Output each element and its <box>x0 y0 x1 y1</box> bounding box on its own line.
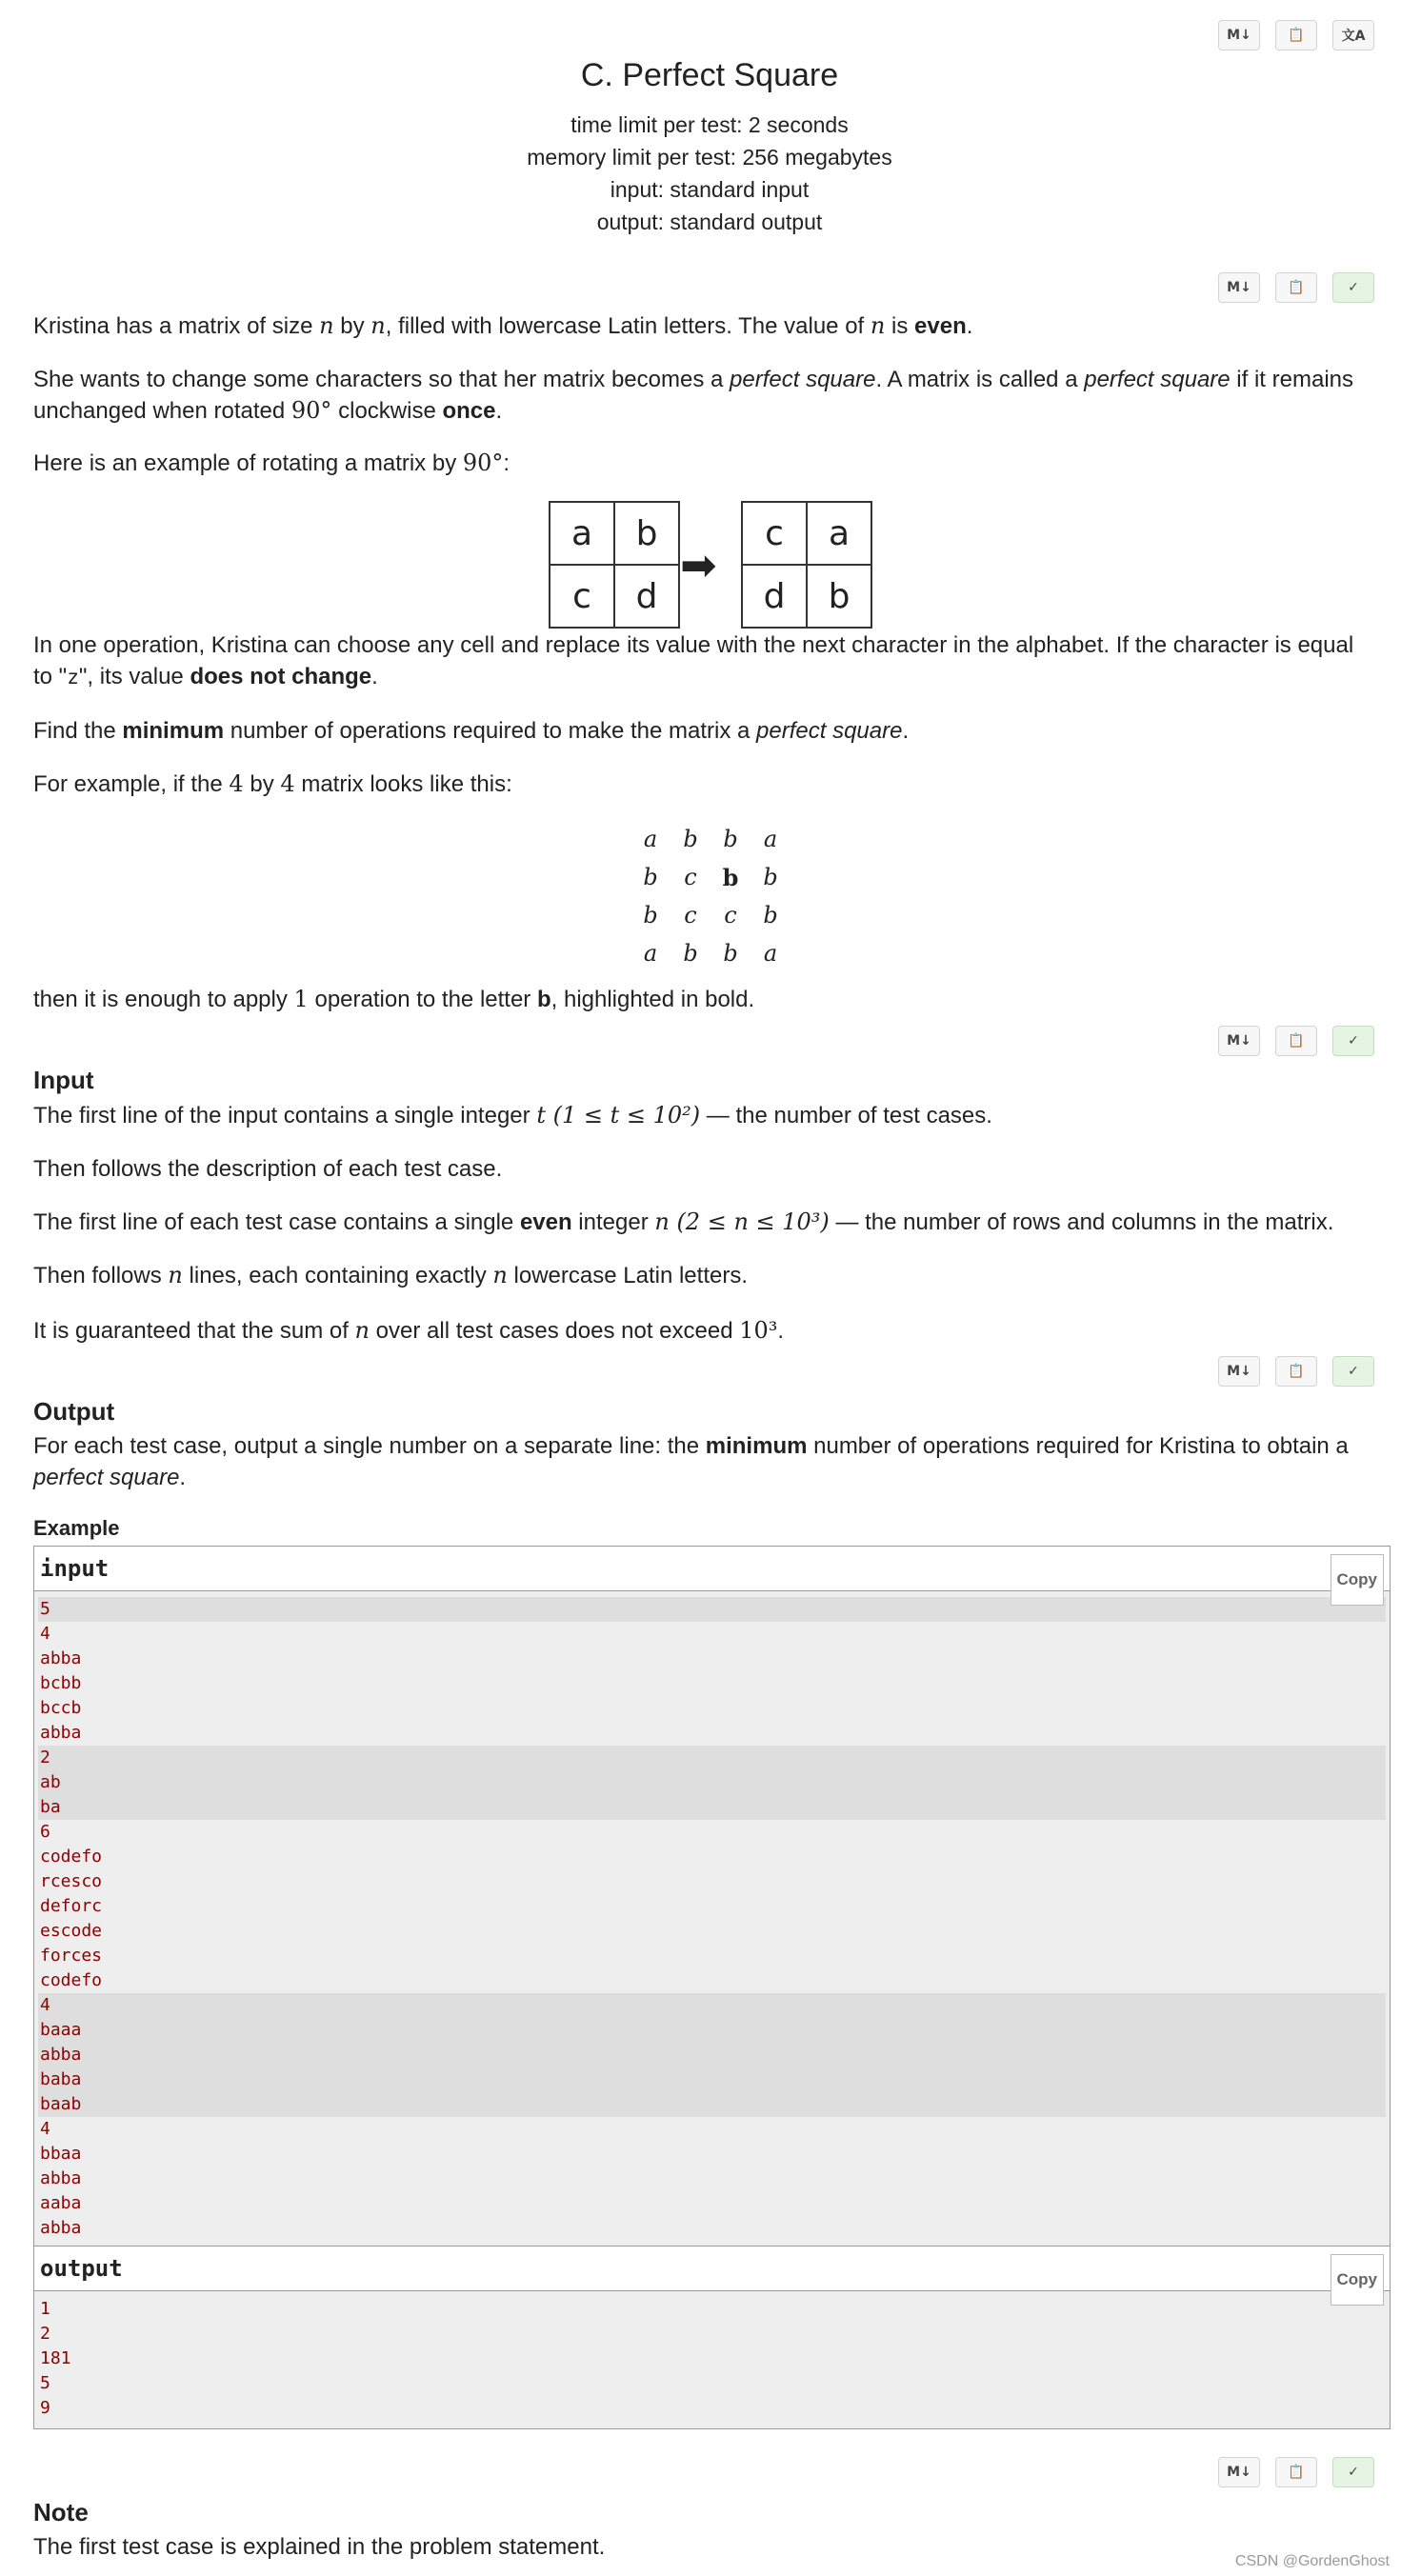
matrix-cell: b <box>763 864 778 890</box>
statement-p1: Kristina has a matrix of size n by n, filled with lowercase Latin letters. The value of n is even. <box>33 312 973 339</box>
statement-p5: Find the minimum number of operations required to make the matrix a perfect square. <box>33 718 910 744</box>
input-line: 4 <box>38 1993 1386 2018</box>
input-line: bcbb <box>40 1673 82 1693</box>
matrix-cell: a <box>643 826 658 852</box>
input-p3: The first line of each test case contains a single even integer n (2 ≤ n ≤ 10³) — the number of rows and columns in the matrix. <box>33 1208 1334 1235</box>
example-input-box <box>33 1546 1391 2249</box>
matrix-cell: c <box>684 902 697 929</box>
output-line: 181 <box>40 2348 71 2368</box>
markdown-icon[interactable]: M↓ <box>1218 272 1260 303</box>
statement-toolbar <box>1218 272 1374 303</box>
statement-p6: For example, if the 4 by 4 matrix looks like this: <box>33 770 512 797</box>
input-label: input <box>40 1555 110 1582</box>
copy-icon[interactable]: 📋 <box>1275 1026 1317 1056</box>
input-line: baaa <box>38 2018 1386 2043</box>
note-text: The first test case is explained in the problem statement. <box>33 2534 606 2560</box>
arrow-right-icon: ➡ <box>680 539 717 590</box>
page-title: C. Perfect Square <box>580 57 839 93</box>
rotation-grid-before <box>549 501 680 629</box>
matrix-cell: a <box>763 940 778 967</box>
input-line: abba <box>40 1648 82 1668</box>
input-line: baba <box>38 2067 1386 2092</box>
grid-cell: c <box>742 502 807 565</box>
input-header <box>34 1547 1390 1591</box>
input-p5: It is guaranteed that the sum of n over all test cases does not exceed 10³. <box>33 1317 785 1344</box>
watermark: CSDN @GordenGhost <box>1234 2553 1390 2569</box>
copy-icon[interactable]: 📋 <box>1275 2457 1317 2487</box>
input-line: codefo <box>40 1970 103 1990</box>
grid-cell: a <box>550 502 614 565</box>
input-line: bccb <box>40 1698 82 1718</box>
matrix-cell: a <box>763 826 778 852</box>
input-line: 6 <box>40 1822 50 1842</box>
output-label: output <box>40 2255 123 2282</box>
matrix-cell: b <box>723 940 738 967</box>
statement-p3: Here is an example of rotating a matrix by 90°: <box>33 449 510 476</box>
memory-limit: memory limit per test: 256 megabytes <box>527 145 892 170</box>
output-spec: output: standard output <box>596 210 823 234</box>
input-line: baab <box>38 2092 1386 2117</box>
markdown-icon[interactable]: M↓ <box>1218 1026 1260 1056</box>
example-title: Example <box>33 1516 120 1540</box>
accepted-icon[interactable]: ✓ <box>1332 2457 1374 2487</box>
output-line: 2 <box>40 2324 50 2344</box>
input-line: abba <box>40 2168 82 2188</box>
input-p1: The first line of the input contains a single integer t (1 ≤ t ≤ 10²) — the number of test cases. <box>33 1102 992 1128</box>
grid-cell: d <box>742 565 807 628</box>
output-line: 1 <box>40 2299 50 2319</box>
markdown-icon[interactable]: M↓ <box>1218 20 1260 50</box>
output-title: Output <box>33 1397 115 1426</box>
input-line: aaba <box>40 2193 82 2213</box>
accepted-icon[interactable]: ✓ <box>1332 272 1374 303</box>
accepted-icon[interactable]: ✓ <box>1332 1026 1374 1056</box>
input-line: deforc <box>40 1896 103 1916</box>
input-line: rcesco <box>40 1871 103 1891</box>
input-line: forces <box>40 1946 103 1966</box>
input-line: escode <box>40 1921 103 1941</box>
output-content <box>34 2291 1390 2428</box>
input-content <box>34 1591 1390 2248</box>
input-line: codefo <box>40 1847 103 1867</box>
time-limit: time limit per test: 2 seconds <box>570 112 849 137</box>
output-line: 9 <box>40 2398 50 2418</box>
accepted-icon[interactable]: ✓ <box>1332 1356 1374 1387</box>
input-line: bbaa <box>40 2144 82 2164</box>
input-line: 4 <box>40 1624 50 1644</box>
markdown-icon[interactable]: M↓ <box>1218 2457 1260 2487</box>
statement-p7: then it is enough to apply 1 operation to the letter b, highlighted in bold. <box>33 986 755 1012</box>
input-p2: Then follows the description of each test case. <box>33 1156 503 1182</box>
input-line: abba <box>40 2218 82 2238</box>
matrix-cell: c <box>684 864 697 890</box>
output-p1: For each test case, output a single number on a separate line: the minimum number of operations required for Kristina to obtain a perfect square. <box>33 1433 1349 1490</box>
example-output-box <box>33 2246 1391 2429</box>
input-spec: input: standard input <box>610 177 810 202</box>
grid-cell: d <box>614 565 679 628</box>
matrix-cell: b <box>683 940 698 967</box>
matrix-cell: b <box>763 902 778 929</box>
copy-icon[interactable]: 📋 <box>1275 1356 1317 1387</box>
grid-cell: b <box>807 565 871 628</box>
statement-p4: In one operation, Kristina can choose any cell and replace its value with the next character in the alphabet. If the character is equal to "z", its value does not change. <box>33 632 1354 689</box>
note-toolbar <box>1218 2457 1374 2487</box>
rotation-grid-after <box>741 501 872 629</box>
input-line: abba <box>38 2043 1386 2067</box>
output-header <box>34 2247 1390 2291</box>
matrix-cell: b <box>723 826 738 852</box>
copy-output-button[interactable]: Copy <box>1331 2254 1385 2306</box>
statement-p2: She wants to change some characters so that her matrix becomes a perfect square. A matrix is called a perfect square if it remains unchanged when rotated 90° clockwise once. <box>33 367 1354 424</box>
matrix-cell: a <box>643 940 658 967</box>
translate-icon[interactable]: 文A <box>1332 20 1374 50</box>
matrix-cell-highlighted: b <box>722 863 739 891</box>
matrix-cell: b <box>683 826 698 852</box>
input-line: 5 <box>38 1597 1386 1622</box>
copy-icon[interactable]: 📋 <box>1275 272 1317 303</box>
output-line: 5 <box>40 2373 50 2393</box>
copy-input-button[interactable]: Copy <box>1331 1554 1385 1606</box>
input-line: 2 <box>38 1746 1386 1770</box>
grid-cell: b <box>614 502 679 565</box>
input-toolbar <box>1218 1026 1374 1056</box>
note-title: Note <box>33 2498 89 2526</box>
example-matrix <box>630 820 791 972</box>
input-p4: Then follows n lines, each containing exactly n lowercase Latin letters. <box>33 1262 748 1288</box>
grid-cell: a <box>807 502 871 565</box>
input-line: ba <box>38 1795 1386 1820</box>
input-line: 4 <box>40 2119 50 2139</box>
copy-icon[interactable]: 📋 <box>1275 20 1317 50</box>
input-line: ab <box>38 1770 1386 1795</box>
matrix-cell: c <box>724 902 737 929</box>
grid-cell: c <box>550 565 614 628</box>
input-line: abba <box>40 1723 82 1743</box>
header-toolbar <box>1218 20 1374 50</box>
input-title: Input <box>33 1066 94 1094</box>
output-toolbar <box>1218 1356 1374 1387</box>
matrix-cell: b <box>643 902 658 929</box>
matrix-cell: b <box>643 864 658 890</box>
markdown-icon[interactable]: M↓ <box>1218 1356 1260 1387</box>
